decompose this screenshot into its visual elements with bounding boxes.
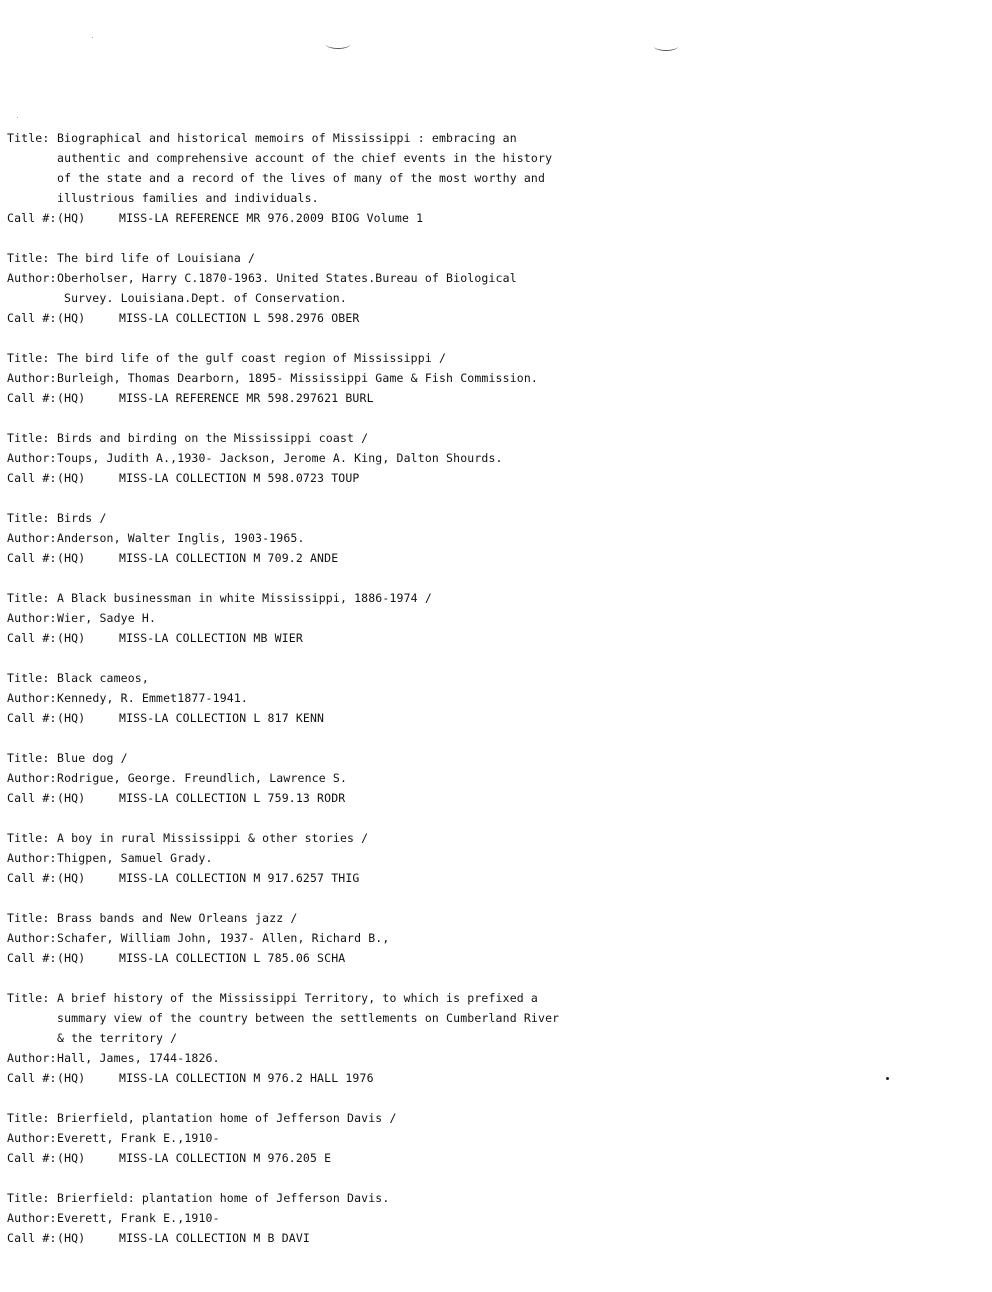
title-text: The bird life of the gulf coast region of Mississippi /: [57, 351, 447, 365]
call-number-label: Call #:: [7, 311, 57, 325]
author-line: [7, 368, 767, 388]
scan-artifact-dot: [886, 1077, 889, 1080]
call-number: MISS-LA REFERENCE MR 976.2009 BIOG Volume 1: [119, 211, 424, 225]
branch-code: (HQ): [57, 391, 86, 405]
title-line: [7, 248, 767, 268]
title-label: Title:: [7, 511, 50, 525]
call-number-line: [7, 868, 767, 888]
author-line: [7, 448, 767, 468]
title-label: Title:: [7, 911, 50, 925]
call-number: MISS-LA REFERENCE MR 598.297621 BURL: [119, 391, 374, 405]
author-text: Thigpen, Samuel Grady.: [57, 851, 213, 865]
author-text: Oberholser, Harry C.1870-1963. United States.Bureau of Biological: [57, 271, 517, 285]
title-line: [7, 348, 767, 368]
catalog-entry: [7, 248, 767, 328]
branch-code: (HQ): [57, 311, 86, 325]
author-label: Author:: [7, 611, 57, 625]
call-number: MISS-LA COLLECTION M 976.2 HALL 1976: [119, 1071, 374, 1085]
title-continuation: of the state and a record of the lives of many of the most worthy and: [57, 171, 546, 185]
call-number-label: Call #:: [7, 1231, 57, 1245]
title-line: [7, 128, 767, 148]
author-text: Toups, Judith A.,1930- Jackson, Jerome A. King, Dalton Shourds.: [57, 451, 503, 465]
title-label: Title:: [7, 751, 50, 765]
title-text: A Black businessman in white Mississippi, 1886-1974 /: [57, 591, 432, 605]
title-text: Brierfield, plantation home of Jefferson Davis /: [57, 1111, 397, 1125]
author-label: Author:: [7, 531, 57, 545]
title-line: [7, 988, 767, 1008]
author-label: Author:: [7, 851, 57, 865]
catalog-entry: [7, 828, 767, 888]
call-number: MISS-LA COLLECTION M B DAVI: [119, 1231, 310, 1245]
author-line: [7, 528, 767, 548]
branch-code: (HQ): [57, 211, 86, 225]
branch-code: (HQ): [57, 471, 86, 485]
author-line: [7, 268, 767, 288]
author-label: Author:: [7, 931, 57, 945]
author-text: Hall, James, 1744-1826.: [57, 1051, 220, 1065]
call-number: MISS-LA COLLECTION L 817 KENN: [119, 711, 325, 725]
title-text: Birds and birding on the Mississippi coast /: [57, 431, 369, 445]
catalog-entry: [7, 128, 767, 228]
title-text: Biographical and historical memoirs of Mississippi : embracing an: [57, 131, 517, 145]
call-number-line: [7, 948, 767, 968]
author-label: Author:: [7, 1131, 57, 1145]
branch-code: (HQ): [57, 1151, 86, 1165]
call-number-line: [7, 1068, 767, 1088]
author-label: Author:: [7, 1211, 57, 1225]
title-text: Blue dog /: [57, 751, 128, 765]
author-continuation: Survey. Louisiana.Dept. of Conservation.: [64, 291, 347, 305]
catalog-entry: [7, 668, 767, 728]
call-number-label: Call #:: [7, 211, 57, 225]
title-label: Title:: [7, 591, 50, 605]
scan-artifact-dot: [17, 117, 18, 118]
author-line: [7, 1128, 767, 1148]
title-continuation: & the territory /: [57, 1031, 178, 1045]
catalog-entry: [7, 908, 767, 968]
author-label: Author:: [7, 271, 57, 285]
call-number: MISS-LA COLLECTION M 976.205 E: [119, 1151, 332, 1165]
author-line: [7, 608, 767, 628]
title-label: Title:: [7, 251, 50, 265]
author-label: Author:: [7, 691, 57, 705]
title-label: Title:: [7, 1191, 50, 1205]
branch-code: (HQ): [57, 711, 86, 725]
call-number-label: Call #:: [7, 391, 57, 405]
title-label: Title:: [7, 991, 50, 1005]
author-line: [7, 768, 767, 788]
title-continuation: authentic and comprehensive account of the chief events in the history: [57, 151, 553, 165]
author-text: Schafer, William John, 1937- Allen, Richard B.,: [57, 931, 390, 945]
scan-artifact-mark: [326, 40, 350, 49]
branch-code: (HQ): [57, 871, 86, 885]
call-number-label: Call #:: [7, 631, 57, 645]
author-label: Author:: [7, 771, 57, 785]
author-label: Author:: [7, 371, 57, 385]
branch-code: (HQ): [57, 951, 86, 965]
title-text: A boy in rural Mississippi & other stories /: [57, 831, 369, 845]
call-number-label: Call #:: [7, 951, 57, 965]
call-number-line: [7, 308, 767, 328]
call-number-label: Call #:: [7, 551, 57, 565]
title-line: [7, 908, 767, 928]
call-number-line: [7, 788, 767, 808]
catalog-entry: [7, 348, 767, 408]
call-number: MISS-LA COLLECTION MB WIER: [119, 631, 303, 645]
title-label: Title:: [7, 1111, 50, 1125]
author-text: Wier, Sadye H.: [57, 611, 157, 625]
author-line: [7, 1048, 767, 1068]
title-text: Brass bands and New Orleans jazz /: [57, 911, 298, 925]
title-line: [7, 1108, 767, 1128]
author-text: Everett, Frank E.,1910-: [57, 1131, 220, 1145]
call-number-label: Call #:: [7, 711, 57, 725]
call-number-label: Call #:: [7, 791, 57, 805]
title-line: [7, 828, 767, 848]
title-label: Title:: [7, 351, 50, 365]
call-number-line: [7, 628, 767, 648]
title-label: Title:: [7, 831, 50, 845]
call-number: MISS-LA COLLECTION L 759.13 RODR: [119, 791, 346, 805]
title-text: Birds /: [57, 511, 107, 525]
catalog-entry: [7, 588, 767, 648]
scan-artifact-dot: [92, 37, 93, 38]
call-number-line: [7, 208, 767, 228]
author-text: Rodrigue, George. Freundlich, Lawrence S.: [57, 771, 348, 785]
author-text: Kennedy, R. Emmet1877-1941.: [57, 691, 248, 705]
title-label: Title:: [7, 131, 50, 145]
catalog-entry: [7, 748, 767, 808]
title-text: The bird life of Louisiana /: [57, 251, 256, 265]
branch-code: (HQ): [57, 551, 86, 565]
call-number-line: [7, 1228, 767, 1248]
call-number-label: Call #:: [7, 471, 57, 485]
branch-code: (HQ): [57, 1071, 86, 1085]
author-text: Everett, Frank E.,1910-: [57, 1211, 220, 1225]
catalog-entry: [7, 428, 767, 488]
author-label: Author:: [7, 1051, 57, 1065]
author-line: [7, 1208, 767, 1228]
catalog-entry-list: [7, 128, 767, 1268]
call-number: MISS-LA COLLECTION M 709.2 ANDE: [119, 551, 339, 565]
call-number-label: Call #:: [7, 1071, 57, 1085]
call-number-line: [7, 1148, 767, 1168]
title-line: [7, 748, 767, 768]
branch-code: (HQ): [57, 791, 86, 805]
catalog-entry: [7, 508, 767, 568]
catalog-entry: [7, 1108, 767, 1168]
title-text: Brierfield: plantation home of Jefferson Davis.: [57, 1191, 390, 1205]
title-line: [7, 428, 767, 448]
call-number-label: Call #:: [7, 1151, 57, 1165]
title-label: Title:: [7, 671, 50, 685]
scan-artifact-mark: [654, 42, 678, 51]
title-line: [7, 508, 767, 528]
catalog-entry: [7, 988, 767, 1088]
call-number: MISS-LA COLLECTION L 598.2976 OBER: [119, 311, 360, 325]
catalog-entry: [7, 1188, 767, 1248]
author-text: Anderson, Walter Inglis, 1903-1965.: [57, 531, 305, 545]
call-number-line: [7, 548, 767, 568]
title-line: [7, 668, 767, 688]
author-text: Burleigh, Thomas Dearborn, 1895- Mississippi Game & Fish Commission.: [57, 371, 539, 385]
branch-code: (HQ): [57, 1231, 86, 1245]
title-text: Black cameos,: [57, 671, 149, 685]
call-number: MISS-LA COLLECTION M 917.6257 THIG: [119, 871, 360, 885]
title-line: [7, 588, 767, 608]
call-number-label: Call #:: [7, 871, 57, 885]
author-line: [7, 688, 767, 708]
title-label: Title:: [7, 431, 50, 445]
title-continuation: summary view of the country between the settlements on Cumberland River: [57, 1011, 560, 1025]
call-number: MISS-LA COLLECTION L 785.06 SCHA: [119, 951, 346, 965]
title-line: [7, 1188, 767, 1208]
call-number-line: [7, 708, 767, 728]
call-number-line: [7, 388, 767, 408]
call-number: MISS-LA COLLECTION M 598.0723 TOUP: [119, 471, 360, 485]
title-text: A brief history of the Mississippi Territory, to which is prefixed a: [57, 991, 539, 1005]
branch-code: (HQ): [57, 631, 86, 645]
author-label: Author:: [7, 451, 57, 465]
author-line: [7, 928, 767, 948]
author-line: [7, 848, 767, 868]
call-number-line: [7, 468, 767, 488]
title-continuation: illustrious families and individuals.: [57, 191, 319, 205]
